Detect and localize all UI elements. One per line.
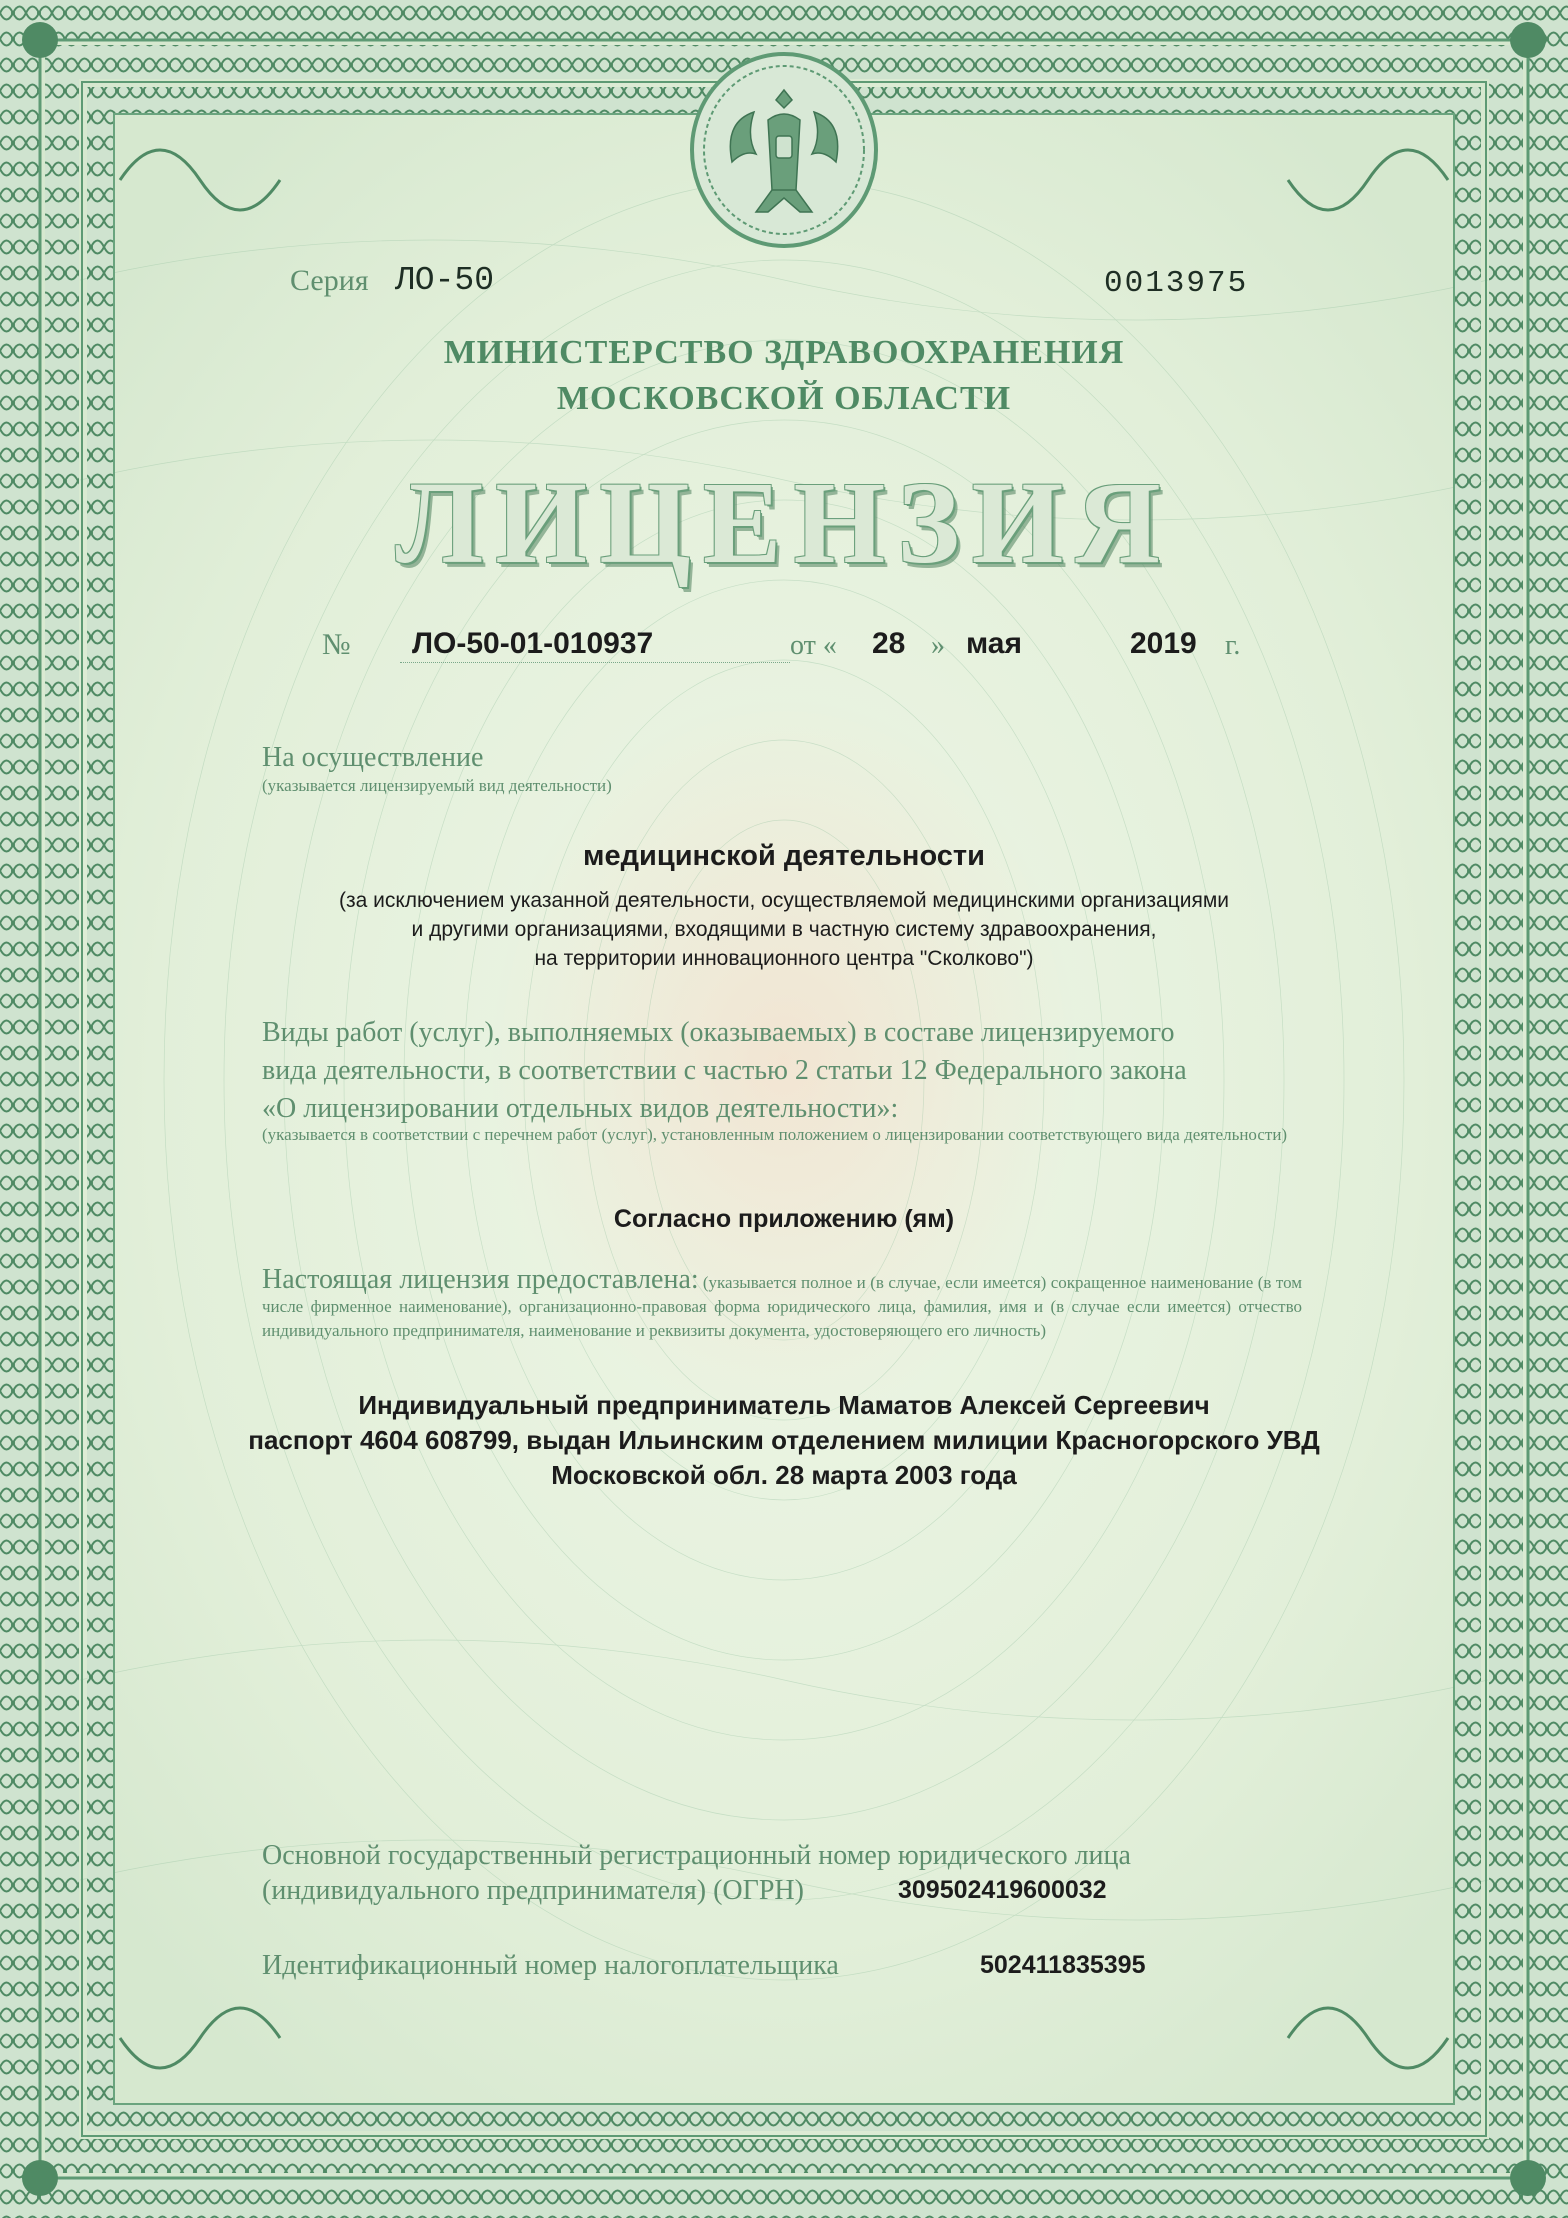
number-sign: № bbox=[322, 628, 351, 661]
ogrn-label-line-2: (индивидуального предпринимателя) (ОГРН) bbox=[262, 1875, 804, 1906]
serial-number: 0013975 bbox=[1104, 266, 1249, 301]
works-description: Виды работ (услуг), выполняемых (оказываемых) в составе лицензируемого вида деятельности, в соответствии с частью 2 статьи 12 Федерального закона «О лицензировании отдельных видов деятельности»: bbox=[262, 1017, 1187, 1124]
issuing-authority bbox=[300, 330, 1268, 422]
works-hint: (указывается в соответствии с перечнем работ (услуг), установленным положением о лицензировании соответствующего вида деятельности) bbox=[262, 1125, 1288, 1144]
document-title: ЛИЦЕНЗИЯ bbox=[395, 457, 1173, 588]
date-quote-close: » bbox=[931, 630, 945, 661]
works-value: Согласно приложению (ям) bbox=[613, 1205, 955, 1233]
granted-hint: (указывается полное и (в случае, если имеется) сокращенное наименование (в том числе фирменное наименование), организационно-правовая форма юридического лица, фамилия, имя и (в случае если имеется) отчество индивидуального предпринимателя, наименование и реквизиты документа, удостоверяющего его личность) bbox=[262, 1273, 1303, 1340]
date-prefix: от « bbox=[790, 630, 837, 661]
granted-lead: Настоящая лицензия предоставлена: bbox=[262, 1264, 699, 1295]
activity-intro: На осуществление bbox=[262, 742, 484, 773]
series-label: Серия bbox=[290, 264, 369, 297]
issue-month: мая bbox=[966, 627, 1022, 660]
activity-hint: (указывается лицензируемый вид деятельности) bbox=[262, 776, 612, 795]
authority-line-2: МОСКОВСКОЙ ОБЛАСТИ bbox=[556, 380, 1012, 417]
inn-label: Идентификационный номер налогоплательщика bbox=[262, 1950, 839, 1981]
activity-title: медицинской деятельности bbox=[583, 840, 985, 872]
series-value: ЛО-50 bbox=[395, 262, 495, 299]
activity-note: (за исключением указанной деятельности, осуществляемой медицинскими организациями и другими организациями, входящими в частную систему здравоохранения, на территории инновационного центра "Сколково") bbox=[339, 889, 1229, 970]
inn-value: 502411835395 bbox=[980, 1951, 1146, 1979]
issue-year: 2019 bbox=[1130, 627, 1197, 660]
coat-of-arms-emblem bbox=[684, 50, 884, 250]
license-number: ЛО-50-01-010937 bbox=[412, 627, 654, 660]
issue-day: 28 bbox=[872, 627, 906, 660]
ogrn-value: 309502419600032 bbox=[898, 1876, 1107, 1904]
year-suffix: г. bbox=[1225, 630, 1241, 661]
granted-to-block bbox=[262, 1264, 1303, 1343]
authority-line-1: МИНИСТЕРСТВО ЗДРАВООХРАНЕНИЯ bbox=[443, 334, 1125, 371]
ogrn-label-line-1: Основной государственный регистрационный номер юридического лица bbox=[262, 1840, 1131, 1871]
number-underline bbox=[400, 662, 790, 663]
license-holder: Индивидуальный предприниматель Маматов Алексей Сергеевич паспорт 4604 608799, выдан Ильинским отделением милиции Красногорского УВД Московской обл. 28 марта 2003 года bbox=[248, 1390, 1320, 1490]
